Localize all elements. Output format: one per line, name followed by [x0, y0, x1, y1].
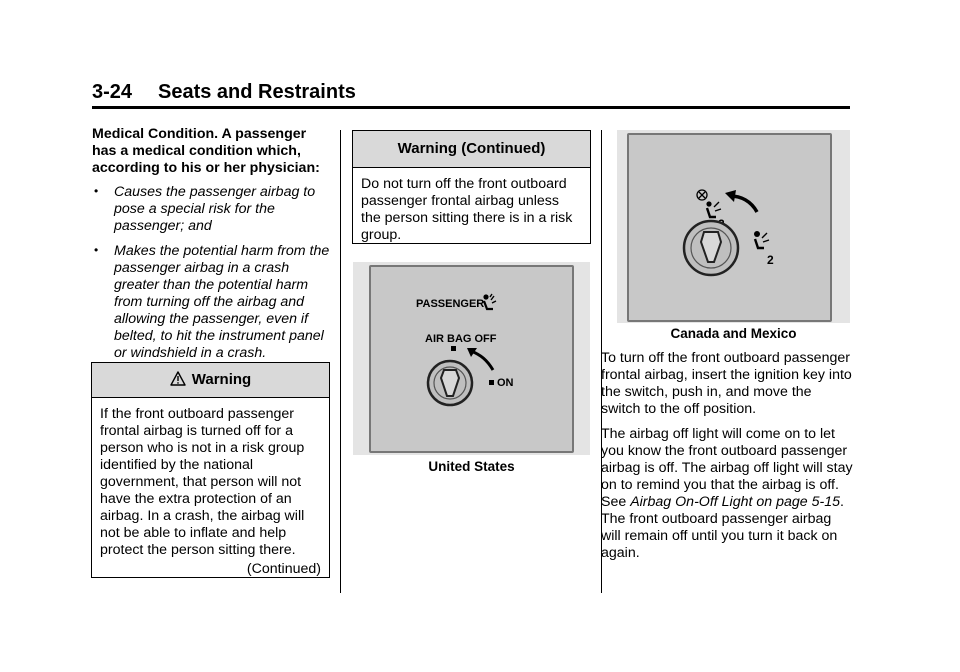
us-figure-caption: United States: [428, 459, 515, 474]
right-column-text: [601, 350, 853, 570]
us-switch-illustration: [353, 262, 590, 455]
para2-end: . The front outboard passenger airbag will remain off until you turn it back on again.: [601, 494, 844, 561]
airbag-light-reference-link[interactable]: Airbag On-Off Light on page 5-15: [630, 494, 840, 510]
section-title: Seats and Restraints: [158, 81, 356, 103]
list-item: • Causes the passenger airbag to pose a special risk for the passenger; and: [92, 184, 332, 235]
canada-mexico-switch-illustration: [617, 130, 850, 323]
left-column: [92, 126, 332, 370]
on-label: ON: [497, 377, 514, 389]
continued-label: (Continued): [246, 561, 321, 577]
list-item: • Makes the potential harm from the passenger airbag in a crash greater than the potential harm from turning off the airbag and allowing the passenger, even if belted, to hit the instrument panel or windshield in a crash.: [92, 243, 332, 362]
instruction-paragraph: To turn off the front outboard passenger frontal airbag, insert the ignition key into the switch, push in, and move the switch to the off position.: [601, 350, 852, 417]
arrow-icon: [471, 351, 493, 370]
passenger-airbag-icon: [483, 294, 496, 309]
intro-rest: A passenger has a medical condition which, according to his or her physician:: [92, 126, 320, 176]
airbag-off-symbol-icon: [697, 190, 721, 217]
air-bag-off-label: AIR BAG OFF: [425, 333, 497, 345]
medical-condition-intro: [92, 126, 332, 177]
warning-box: [91, 362, 330, 578]
us-switch-figure: [353, 262, 590, 455]
column-divider-1: [340, 130, 341, 593]
off-indicator-dot: [451, 346, 456, 351]
para2-start: The airbag off light will come on to let you know the front outboard passenger airbag is off. The airbag off light will stay on to remind you that the airbag is off. See: [601, 426, 853, 510]
on-indicator-dot: [489, 380, 494, 385]
page-number: 3-24: [92, 81, 133, 103]
warning-icon: [170, 371, 186, 387]
on-badge: 2: [767, 253, 774, 267]
warning-text: If the front outboard passenger frontal airbag is turned off for a person who is not in a risk group identified by the national government, that person will not have the extra protection of an airbag. In a crash, the airbag will not be able to inflate and help protect the person sitting there.: [100, 406, 305, 558]
warning-body: [92, 398, 329, 584]
canada-mexico-caption: Canada and Mexico: [670, 326, 797, 341]
warning-continued-header: Warning (Continued): [353, 131, 590, 168]
canada-mexico-switch-figure: [617, 130, 850, 323]
warning-continued-box: [352, 130, 591, 244]
airbag-off-light-paragraph: [601, 426, 853, 562]
passenger-label: PASSENGER: [416, 298, 485, 310]
airbag-on-symbol-icon: [754, 231, 769, 248]
page-header: [92, 80, 850, 109]
warning-continued-text: Do not turn off the front outboard passenger frontal airbag unless the person sitting there is in a risk group.: [361, 176, 573, 243]
warning-title: Warning: [191, 371, 252, 388]
intro-bold: Medical Condition.: [92, 126, 219, 142]
warning-header: [92, 363, 329, 398]
condition-list: [92, 184, 332, 362]
